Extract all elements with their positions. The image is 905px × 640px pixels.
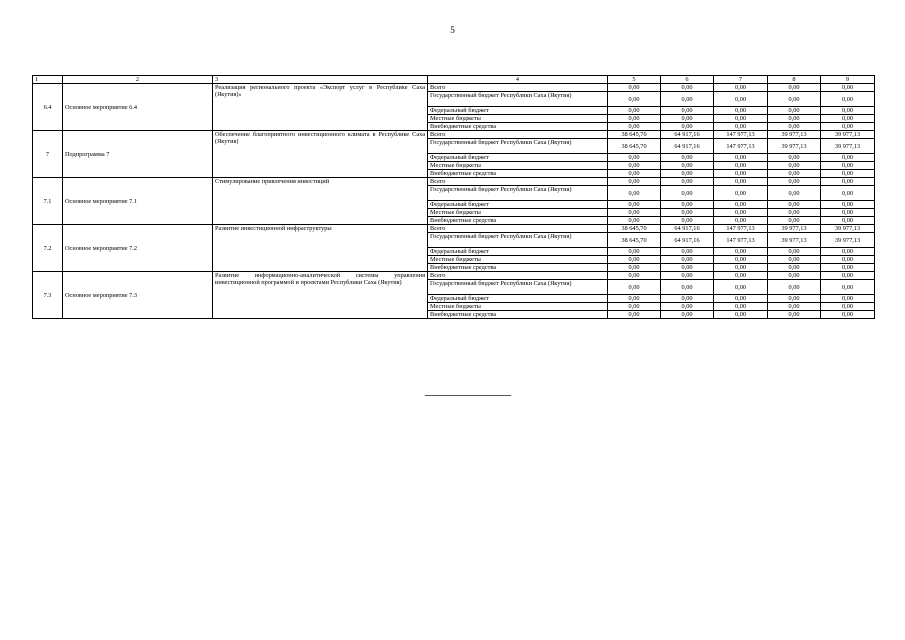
amount-cell: 0,00 — [714, 209, 768, 217]
section-description: Развитие информационно-аналитической системы управления инвестиционной программой и проектами Республики Саха (Якутия) — [213, 272, 428, 319]
section-description: Развитие инвестиционной инфраструктуры — [213, 225, 428, 272]
section-name: Основное мероприятие 7.1 — [63, 178, 213, 225]
amount-cell: 0,00 — [714, 84, 768, 92]
amount-cell: 0,00 — [768, 303, 821, 311]
amount-cell: 147 977,13 — [714, 233, 768, 248]
amount-cell: 0,00 — [608, 209, 661, 217]
section-description: Обеспечение благоприятного инвестиционного климата в Республике Саха (Якутия) — [213, 131, 428, 178]
amount-cell: 0,00 — [608, 107, 661, 115]
amount-cell: 0,00 — [768, 201, 821, 209]
amount-cell: 0,00 — [821, 264, 875, 272]
amount-cell: 0,00 — [821, 107, 875, 115]
amount-cell: 0,00 — [661, 92, 714, 107]
amount-cell: 0,00 — [768, 115, 821, 123]
amount-cell: 0,00 — [768, 92, 821, 107]
funding-source: Федеральный бюджет — [428, 201, 608, 209]
amount-cell: 0,00 — [714, 186, 768, 201]
amount-cell: 0,00 — [714, 92, 768, 107]
amount-cell: 0,00 — [714, 295, 768, 303]
table-row — [33, 84, 875, 92]
amount-cell: 0,00 — [661, 154, 714, 162]
amount-cell: 0,00 — [608, 217, 661, 225]
amount-cell: 0,00 — [661, 295, 714, 303]
amount-cell: 38 645,70 — [608, 139, 661, 154]
amount-cell: 0,00 — [608, 272, 661, 280]
amount-cell: 0,00 — [661, 123, 714, 131]
section-code: 7 — [33, 131, 63, 178]
funding-source: Государственный бюджет Республики Саха (Якутия) — [428, 139, 608, 154]
section-code: 6.4 — [33, 84, 63, 131]
funding-source: Государственный бюджет Республики Саха (Якутия) — [428, 280, 608, 295]
funding-source: Федеральный бюджет — [428, 248, 608, 256]
page-number: 5 — [450, 25, 455, 35]
column-number-cell: 3 — [213, 76, 428, 84]
funding-source: Внебюджетные средства — [428, 311, 608, 319]
amount-cell: 0,00 — [661, 201, 714, 209]
amount-cell: 0,00 — [768, 178, 821, 186]
funding-source: Всего — [428, 84, 608, 92]
funding-source: Государственный бюджет Республики Саха (Якутия) — [428, 233, 608, 248]
amount-cell: 0,00 — [821, 178, 875, 186]
amount-cell: 0,00 — [714, 201, 768, 209]
section-description: Стимулирование привлечения инвестиций — [213, 178, 428, 225]
amount-cell: 0,00 — [768, 264, 821, 272]
table-row — [33, 131, 875, 139]
amount-cell: 0,00 — [661, 170, 714, 178]
amount-cell: 0,00 — [661, 162, 714, 170]
amount-cell: 39 977,13 — [821, 225, 875, 233]
budget-table — [32, 75, 875, 319]
amount-cell: 0,00 — [821, 311, 875, 319]
amount-cell: 39 977,13 — [768, 131, 821, 139]
amount-cell: 0,00 — [608, 162, 661, 170]
section-description: Реализация регионального проекта «Экспорт услуг в Республике Саха (Якутия)» — [213, 84, 428, 131]
amount-cell: 0,00 — [821, 303, 875, 311]
amount-cell: 0,00 — [821, 162, 875, 170]
amount-cell: 39 977,13 — [768, 225, 821, 233]
column-number-cell: 5 — [608, 76, 661, 84]
funding-source: Внебюджетные средства — [428, 217, 608, 225]
amount-cell: 0,00 — [661, 84, 714, 92]
column-number-cell: 6 — [661, 76, 714, 84]
amount-cell: 0,00 — [821, 272, 875, 280]
amount-cell: 0,00 — [821, 248, 875, 256]
table-row — [33, 225, 875, 233]
amount-cell: 0,00 — [714, 303, 768, 311]
amount-cell: 0,00 — [661, 107, 714, 115]
amount-cell: 0,00 — [608, 311, 661, 319]
amount-cell: 0,00 — [768, 154, 821, 162]
section-code: 7.3 — [33, 272, 63, 319]
amount-cell: 0,00 — [821, 154, 875, 162]
amount-cell: 147 977,13 — [714, 131, 768, 139]
amount-cell: 0,00 — [714, 115, 768, 123]
funding-source: Местные бюджеты — [428, 162, 608, 170]
amount-cell: 0,00 — [714, 178, 768, 186]
amount-cell: 0,00 — [661, 115, 714, 123]
amount-cell: 0,00 — [768, 272, 821, 280]
column-number-cell: 9 — [821, 76, 875, 84]
amount-cell: 0,00 — [821, 201, 875, 209]
amount-cell: 0,00 — [768, 311, 821, 319]
amount-cell: 0,00 — [768, 209, 821, 217]
amount-cell: 0,00 — [714, 272, 768, 280]
amount-cell: 0,00 — [608, 264, 661, 272]
amount-cell: 0,00 — [768, 217, 821, 225]
table-row — [33, 178, 875, 186]
amount-cell: 0,00 — [768, 84, 821, 92]
amount-cell: 0,00 — [768, 248, 821, 256]
funding-source: Внебюджетные средства — [428, 170, 608, 178]
amount-cell: 0,00 — [821, 170, 875, 178]
amount-cell: 0,00 — [608, 178, 661, 186]
amount-cell: 0,00 — [768, 162, 821, 170]
amount-cell: 39 977,13 — [821, 139, 875, 154]
amount-cell: 0,00 — [714, 217, 768, 225]
amount-cell: 0,00 — [661, 311, 714, 319]
amount-cell: 0,00 — [768, 295, 821, 303]
amount-cell: 0,00 — [608, 170, 661, 178]
column-number-cell: 1 — [33, 76, 63, 84]
column-number-cell: 2 — [63, 76, 213, 84]
amount-cell: 0,00 — [608, 186, 661, 201]
amount-cell: 39 977,13 — [821, 131, 875, 139]
amount-cell: 0,00 — [661, 178, 714, 186]
amount-cell: 39 977,13 — [821, 233, 875, 248]
amount-cell: 0,00 — [608, 280, 661, 295]
amount-cell: 0,00 — [821, 280, 875, 295]
amount-cell: 38 645,70 — [608, 131, 661, 139]
amount-cell: 0,00 — [714, 256, 768, 264]
table-row — [33, 272, 875, 280]
section-name: Основное мероприятие 6.4 — [63, 84, 213, 131]
amount-cell: 64 917,16 — [661, 131, 714, 139]
amount-cell: 0,00 — [768, 123, 821, 131]
amount-cell: 0,00 — [714, 154, 768, 162]
amount-cell: 0,00 — [714, 123, 768, 131]
amount-cell: 0,00 — [768, 256, 821, 264]
amount-cell: 0,00 — [608, 201, 661, 209]
funding-source: Местные бюджеты — [428, 256, 608, 264]
amount-cell: 0,00 — [821, 295, 875, 303]
amount-cell: 64 917,16 — [661, 233, 714, 248]
amount-cell: 0,00 — [661, 248, 714, 256]
funding-source: Федеральный бюджет — [428, 154, 608, 162]
amount-cell: 0,00 — [661, 256, 714, 264]
amount-cell: 0,00 — [821, 186, 875, 201]
funding-source: Государственный бюджет Республики Саха (Якутия) — [428, 186, 608, 201]
amount-cell: 38 645,70 — [608, 225, 661, 233]
amount-cell: 0,00 — [821, 92, 875, 107]
amount-cell: 0,00 — [714, 162, 768, 170]
amount-cell: 0,00 — [821, 209, 875, 217]
funding-source: Внебюджетные средства — [428, 123, 608, 131]
amount-cell: 147 977,13 — [714, 139, 768, 154]
amount-cell: 0,00 — [714, 280, 768, 295]
amount-cell: 0,00 — [608, 92, 661, 107]
amount-cell: 0,00 — [714, 264, 768, 272]
amount-cell: 39 977,13 — [768, 233, 821, 248]
amount-cell: 0,00 — [661, 280, 714, 295]
section-code: 7.1 — [33, 178, 63, 225]
amount-cell: 0,00 — [714, 107, 768, 115]
amount-cell: 0,00 — [714, 311, 768, 319]
column-number-cell: 7 — [714, 76, 768, 84]
amount-cell: 0,00 — [714, 170, 768, 178]
amount-cell: 0,00 — [821, 115, 875, 123]
amount-cell: 38 645,70 — [608, 233, 661, 248]
funding-source: Государственный бюджет Республики Саха (Якутия) — [428, 92, 608, 107]
amount-cell: 0,00 — [661, 303, 714, 311]
section-name: Подпрограмма 7 — [63, 131, 213, 178]
funding-source: Местные бюджеты — [428, 303, 608, 311]
funding-source: Всего — [428, 272, 608, 280]
section-name: Основное мероприятие 7.3 — [63, 272, 213, 319]
amount-cell: 0,00 — [821, 84, 875, 92]
funding-source: Всего — [428, 225, 608, 233]
amount-cell: 0,00 — [768, 186, 821, 201]
section-code: 7.2 — [33, 225, 63, 272]
funding-source: Всего — [428, 178, 608, 186]
funding-source: Федеральный бюджет — [428, 295, 608, 303]
amount-cell: 39 977,13 — [768, 139, 821, 154]
amount-cell: 0,00 — [768, 280, 821, 295]
amount-cell: 0,00 — [714, 248, 768, 256]
amount-cell: 0,00 — [768, 107, 821, 115]
amount-cell: 0,00 — [608, 248, 661, 256]
amount-cell: 0,00 — [821, 256, 875, 264]
funding-source: Всего — [428, 131, 608, 139]
amount-cell: 0,00 — [608, 295, 661, 303]
amount-cell: 64 917,16 — [661, 139, 714, 154]
amount-cell: 0,00 — [821, 123, 875, 131]
funding-source: Федеральный бюджет — [428, 107, 608, 115]
amount-cell: 64 917,16 — [661, 225, 714, 233]
amount-cell: 0,00 — [608, 115, 661, 123]
amount-cell: 0,00 — [661, 264, 714, 272]
amount-cell: 0,00 — [768, 170, 821, 178]
amount-cell: 0,00 — [608, 154, 661, 162]
amount-cell: 0,00 — [608, 303, 661, 311]
funding-source: Местные бюджеты — [428, 209, 608, 217]
amount-cell: 0,00 — [661, 217, 714, 225]
column-number-cell: 8 — [768, 76, 821, 84]
amount-cell: 0,00 — [608, 256, 661, 264]
section-name: Основное мероприятие 7.2 — [63, 225, 213, 272]
amount-cell: 0,00 — [661, 209, 714, 217]
funding-source: Внебюджетные средства — [428, 264, 608, 272]
amount-cell: 0,00 — [661, 186, 714, 201]
funding-source: Местные бюджеты — [428, 115, 608, 123]
column-number-cell: 4 — [428, 76, 608, 84]
amount-cell: 0,00 — [608, 123, 661, 131]
amount-cell: 0,00 — [608, 84, 661, 92]
amount-cell: 0,00 — [661, 272, 714, 280]
footer-divider — [425, 395, 511, 396]
column-number-row — [33, 76, 875, 84]
amount-cell: 0,00 — [821, 217, 875, 225]
amount-cell: 147 977,13 — [714, 225, 768, 233]
